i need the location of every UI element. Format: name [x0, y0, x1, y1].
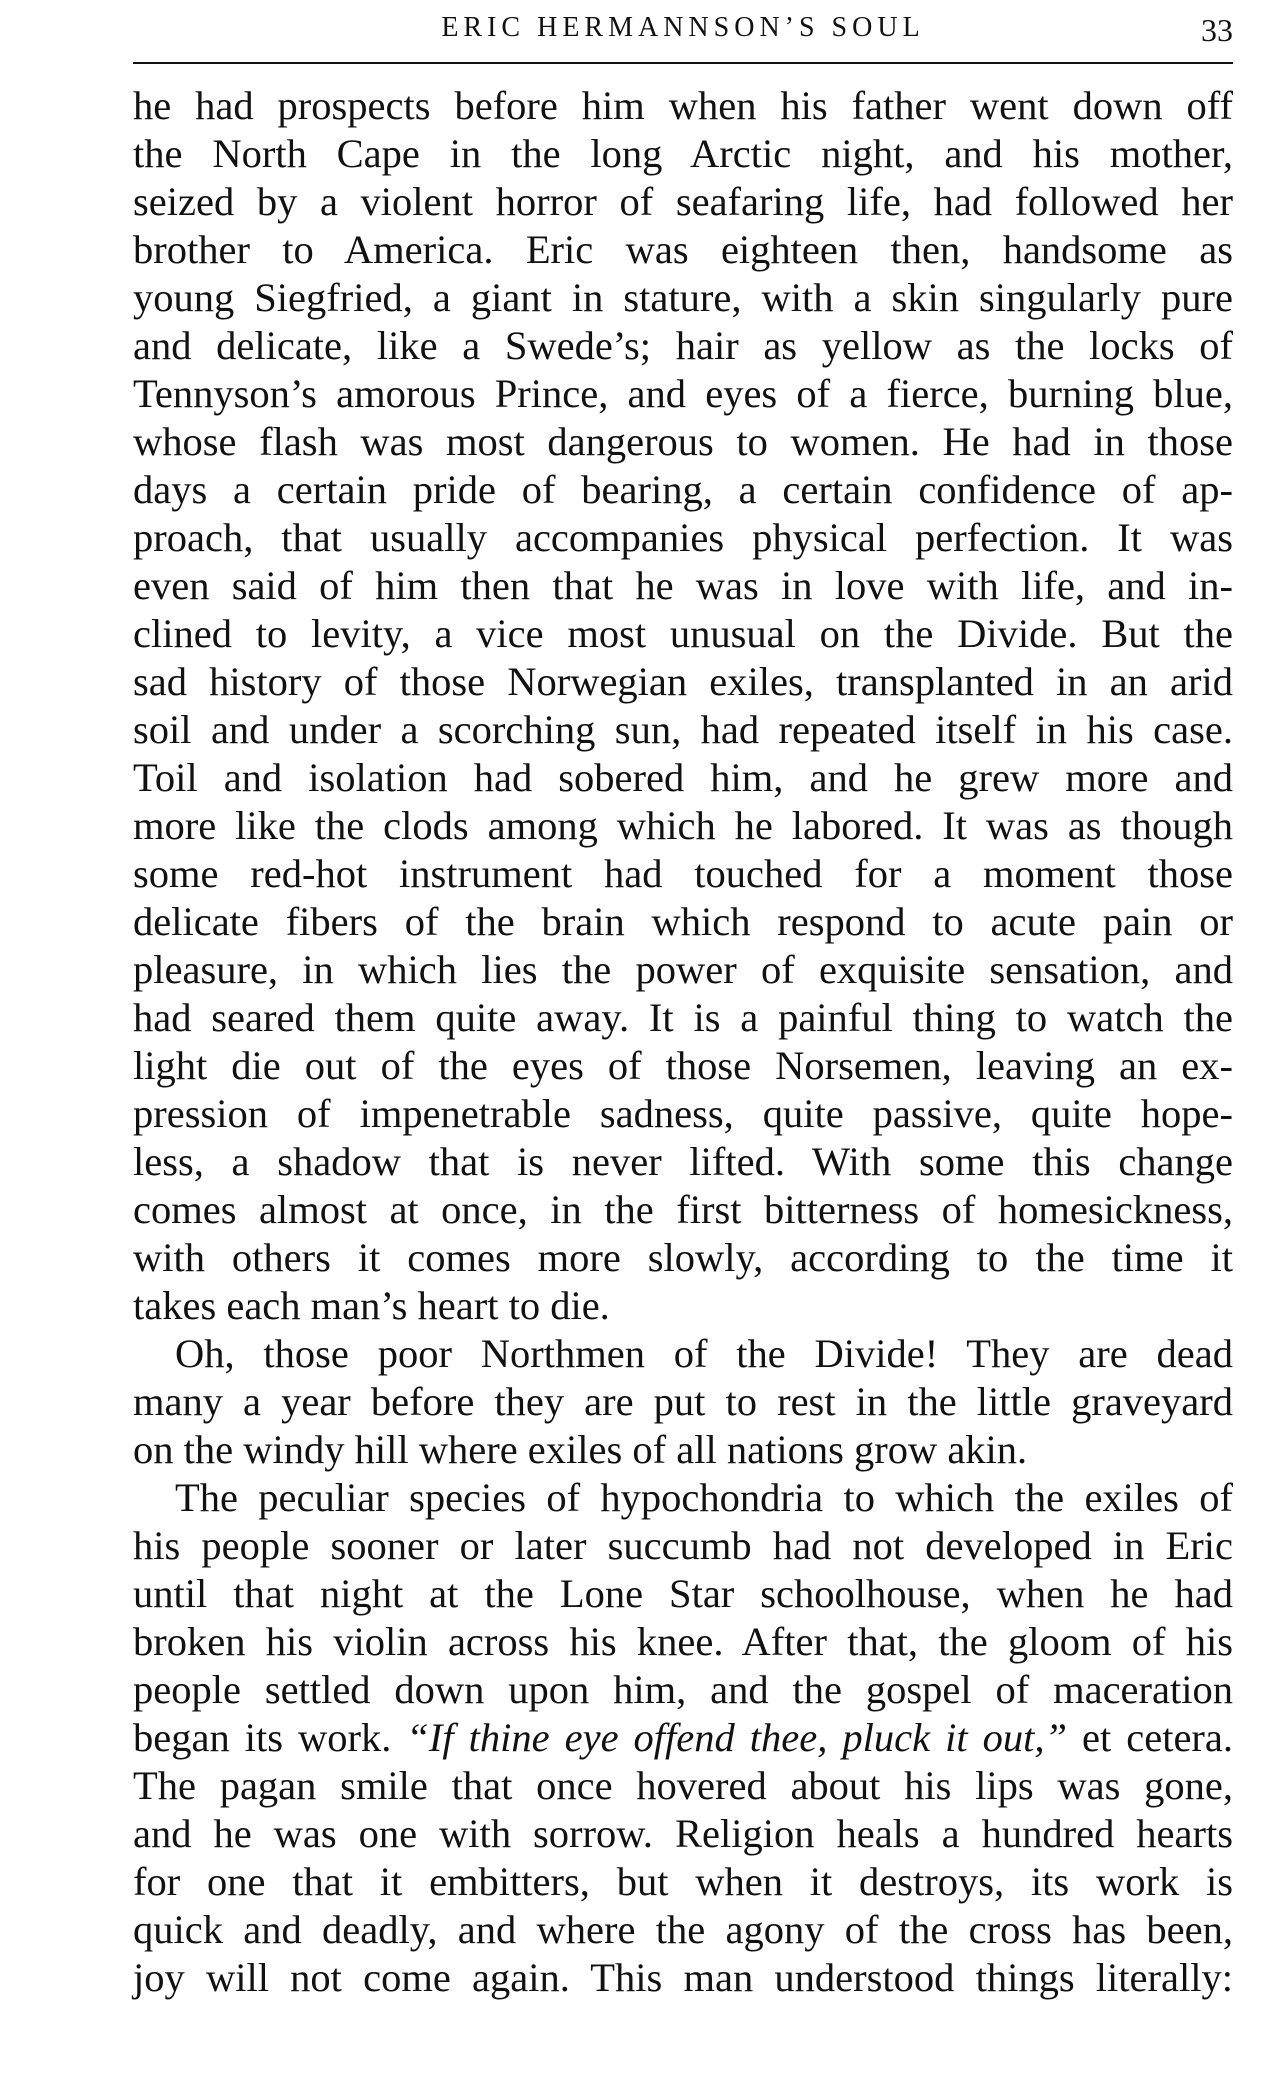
- paragraph-2: [133, 1330, 1233, 1474]
- text-line: the North Cape in the long Arctic night, and his mother,: [133, 131, 1233, 176]
- text-line: with others it comes more slowly, according to the time it: [133, 1235, 1233, 1280]
- text-line: comes almost at once, in the first bitterness of homesickness,: [133, 1187, 1233, 1232]
- text-line: quick and deadly, and where the agony of the cross has been,: [133, 1907, 1233, 1952]
- text-line: he had prospects before him when his father went down off: [133, 83, 1233, 128]
- text-line: more like the clods among which he labored. It was as though: [133, 803, 1233, 848]
- text-line: broken his violin across his knee. After that, the gloom of his: [133, 1619, 1233, 1664]
- text-line: Oh, those poor Northmen of the Divide! They are dead: [175, 1331, 1233, 1376]
- text-line: light die out of the eyes of those Norsemen, leaving an ex-: [133, 1043, 1233, 1088]
- text-line: whose flash was most dangerous to women. He had in those: [133, 419, 1233, 464]
- text-span: began its work.: [133, 1715, 407, 1760]
- text-line: delicate fibers of the brain which respond to acute pain or: [133, 899, 1233, 944]
- biblical-quote: “If thine eye offend thee, pluck it out,”: [406, 1715, 1067, 1760]
- paragraph-3: [133, 1474, 1233, 2002]
- text-line: seized by a violent horror of seafaring life, had followed her: [133, 179, 1233, 224]
- text-body: [133, 82, 1233, 2002]
- paragraph-1: [133, 82, 1233, 1330]
- running-title: ERIC HERMANNSON’S SOUL: [441, 12, 925, 43]
- text-line: and delicate, like a Swede’s; hair as yellow as the locks of: [133, 323, 1233, 368]
- text-line: some red-hot instrument had touched for a moment those: [133, 851, 1233, 896]
- text-line: and he was one with sorrow. Religion heals a hundred hearts: [133, 1811, 1233, 1856]
- text-line: Toil and isolation had sobered him, and he grew more and: [133, 755, 1233, 800]
- text-line: pleasure, in which lies the power of exquisite sensation, and: [133, 947, 1233, 992]
- text-line: less, a shadow that is never lifted. With some this change: [133, 1139, 1233, 1184]
- page-number: 33: [1201, 12, 1233, 48]
- running-header: [133, 0, 1233, 64]
- text-line: Tennyson’s amorous Prince, and eyes of a fierce, burning blue,: [133, 371, 1233, 416]
- text-line: proach, that usually accompanies physical perfection. It was: [133, 515, 1233, 560]
- text-line: people settled down upon him, and the gospel of maceration: [133, 1667, 1233, 1712]
- text-line: many a year before they are put to rest in the little graveyard: [133, 1379, 1233, 1424]
- text-line: on the windy hill where exiles of all nations grow akin.: [133, 1427, 1028, 1472]
- text-line: young Siegfried, a giant in stature, with a skin singularly pure: [133, 275, 1233, 320]
- text-line: pression of impenetrable sadness, quite passive, quite hope-: [133, 1091, 1233, 1136]
- text-line: sad history of those Norwegian exiles, transplanted in an arid: [133, 659, 1233, 704]
- text-line: The peculiar species of hypochondria to which the exiles of: [175, 1475, 1233, 1520]
- text-line: joy will not come again. This man understood things literally:: [133, 1955, 1233, 2000]
- text-line: days a certain pride of bearing, a certain confidence of ap-: [133, 467, 1233, 512]
- text-line: for one that it embitters, but when it destroys, its work is: [133, 1859, 1233, 1904]
- text-line: takes each man’s heart to die.: [133, 1283, 610, 1328]
- text-line: brother to America. Eric was eighteen then, handsome as: [133, 227, 1233, 272]
- book-page: [133, 0, 1233, 2002]
- quote-line: [133, 1714, 1233, 1762]
- text-line: had seared them quite away. It is a painful thing to watch the: [133, 995, 1233, 1040]
- text-span: et cetera.: [1067, 1715, 1234, 1760]
- text-line: The pagan smile that once hovered about his lips was gone,: [133, 1763, 1233, 1808]
- text-line: until that night at the Lone Star schoolhouse, when he had: [133, 1571, 1233, 1616]
- text-line: even said of him then that he was in love with life, and in-: [133, 563, 1233, 608]
- text-line: soil and under a scorching sun, had repeated itself in his case.: [133, 707, 1233, 752]
- text-line: clined to levity, a vice most unusual on the Divide. But the: [133, 611, 1233, 656]
- text-line: his people sooner or later succumb had not developed in Eric: [133, 1523, 1233, 1568]
